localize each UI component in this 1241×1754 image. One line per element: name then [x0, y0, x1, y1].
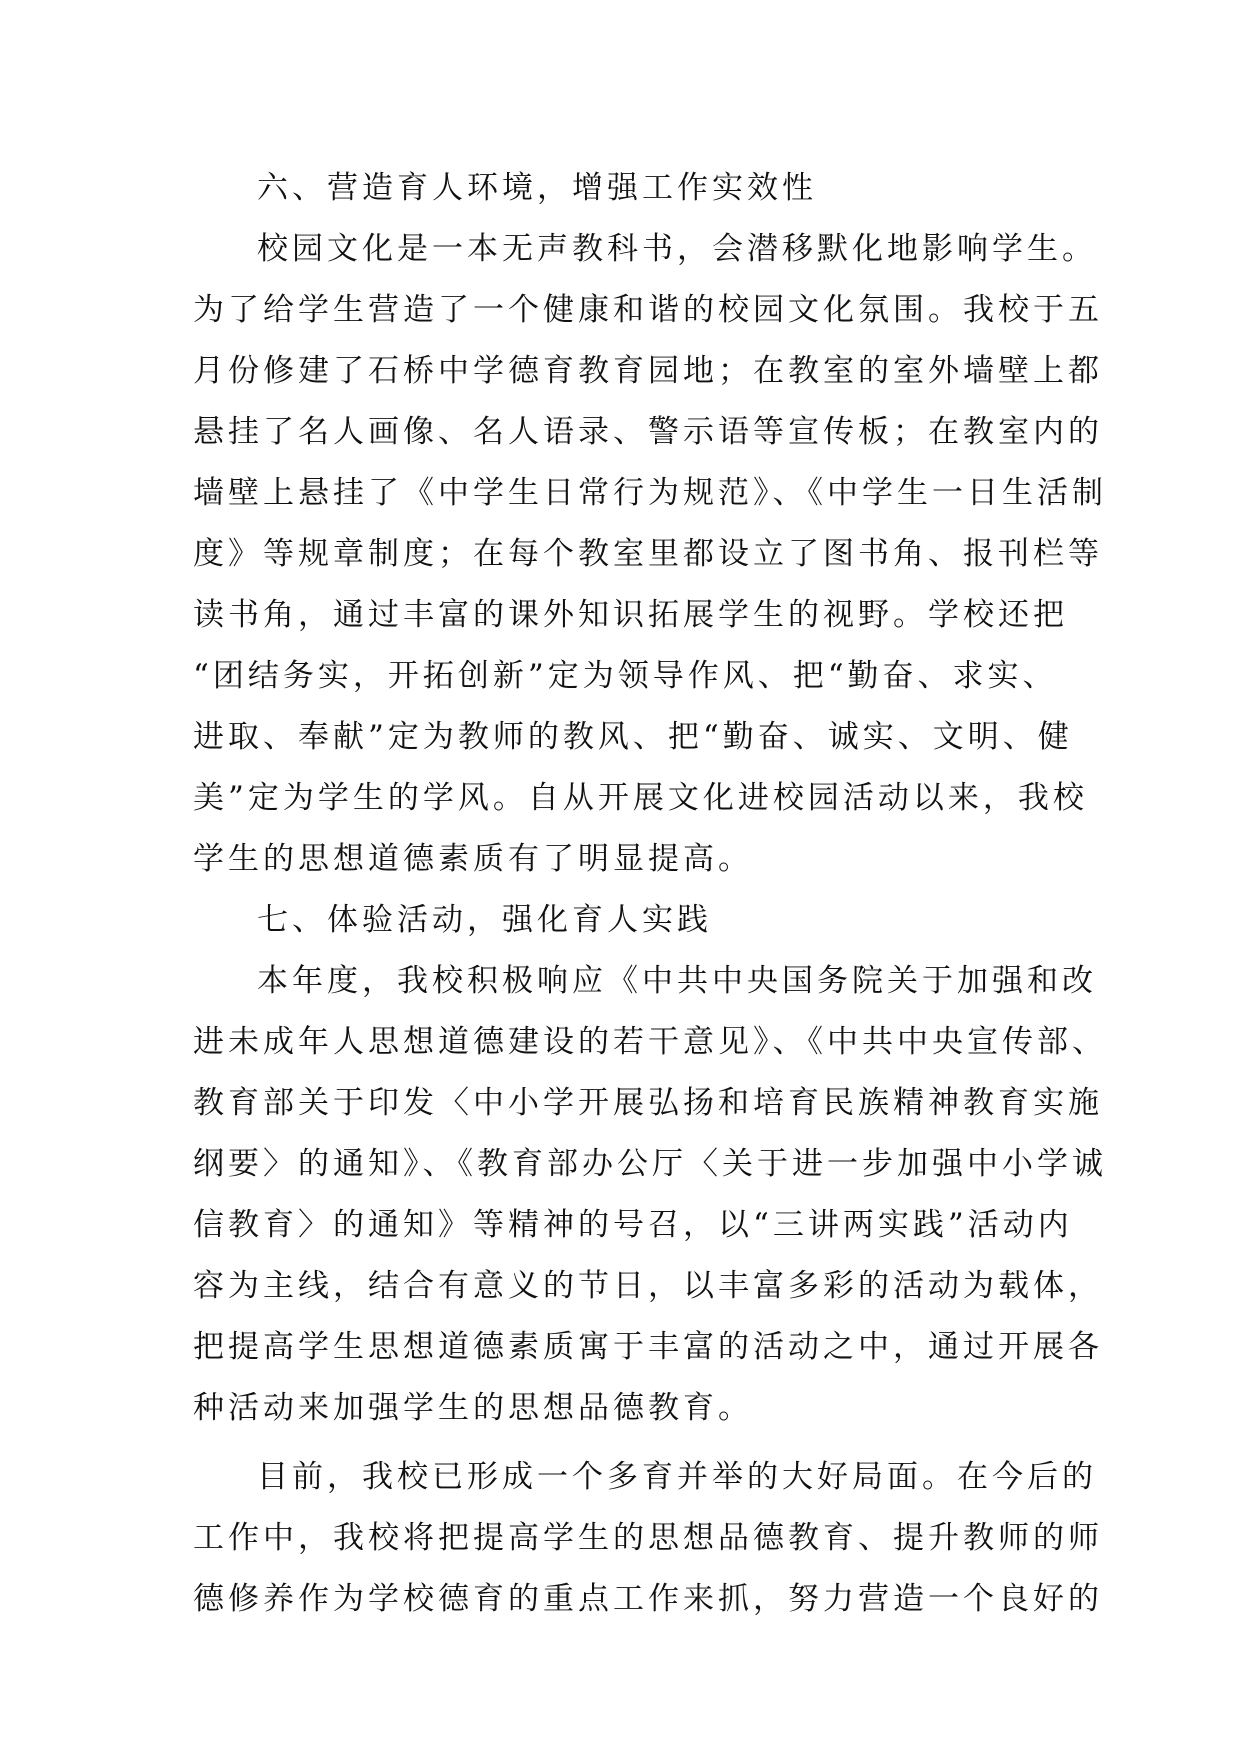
paragraph-line: 信教育〉的通知》等精神的号召，以“三讲两实践”活动内: [193, 1207, 1073, 1243]
closing-paragraph-line: 德修养作为学校德育的重点工作来抓，努力营造一个良好的: [193, 1581, 1103, 1617]
closing-paragraph-line: 工作中，我校将把提高学生的思想品德教育、提升教师的师: [193, 1520, 1103, 1556]
paragraph-line: 纲要〉的通知》、《教育部办公厅〈关于进一步加强中小学诚: [193, 1146, 1107, 1182]
paragraph-line: 学生的思想道德素质有了明显提高。: [193, 841, 753, 877]
section-heading-6: 六、营造育人环境，增强工作实效性: [257, 170, 817, 206]
paragraph-line: 本年度，我校积极响应《中共中央国务院关于加强和改: [257, 963, 1097, 999]
paragraph-line: 进未成年人思想道德建设的若干意见》、《中共中央宣传部、: [193, 1024, 1107, 1060]
closing-paragraph-line: 目前，我校已形成一个多育并举的大好局面。在今后的: [257, 1459, 1097, 1495]
paragraph-line: 读书角，通过丰富的课外知识拓展学生的视野。学校还把: [193, 597, 1068, 633]
paragraph-line: “团结务实，开拓创新”定为领导作风、把“勤奋、求实、: [193, 658, 1058, 694]
paragraph-line: 把提高学生思想道德素质寓于丰富的活动之中，通过开展各: [193, 1329, 1103, 1365]
paragraph-line: 为了给学生营造了一个健康和谐的校园文化氛围。我校于五: [193, 292, 1103, 328]
paragraph-line: 教育部关于印发〈中小学开展弘扬和培育民族精神教育实施: [193, 1085, 1103, 1121]
paragraph-line: 校园文化是一本无声教科书，会潜移默化地影响学生。: [257, 231, 1097, 267]
document-body: [193, 158, 1107, 1630]
section-heading-7: 七、体验活动，强化育人实践: [257, 902, 712, 938]
paragraph-line: 进取、奉献”定为教师的教风、把“勤奋、诚实、文明、健: [193, 719, 1073, 755]
paragraph-line: 度》等规章制度；在每个教室里都设立了图书角、报刊栏等: [193, 536, 1103, 572]
paragraph-line: 容为主线，结合有意义的节日，以丰富多彩的活动为载体，: [193, 1268, 1103, 1304]
paragraph-line: 种活动来加强学生的思想品德教育。: [193, 1390, 753, 1426]
paragraph-line: 悬挂了名人画像、名人语录、警示语等宣传板；在教室内的: [193, 414, 1103, 450]
paragraph-line: 月份修建了石桥中学德育教育园地；在教室的室外墙壁上都: [193, 353, 1103, 389]
paragraph-line: 墙壁上悬挂了《中学生日常行为规范》、《中学生一日生活制: [193, 475, 1107, 511]
paragraph-line: 美”定为学生的学风。自从开展文化进校园活动以来，我校: [193, 780, 1088, 816]
